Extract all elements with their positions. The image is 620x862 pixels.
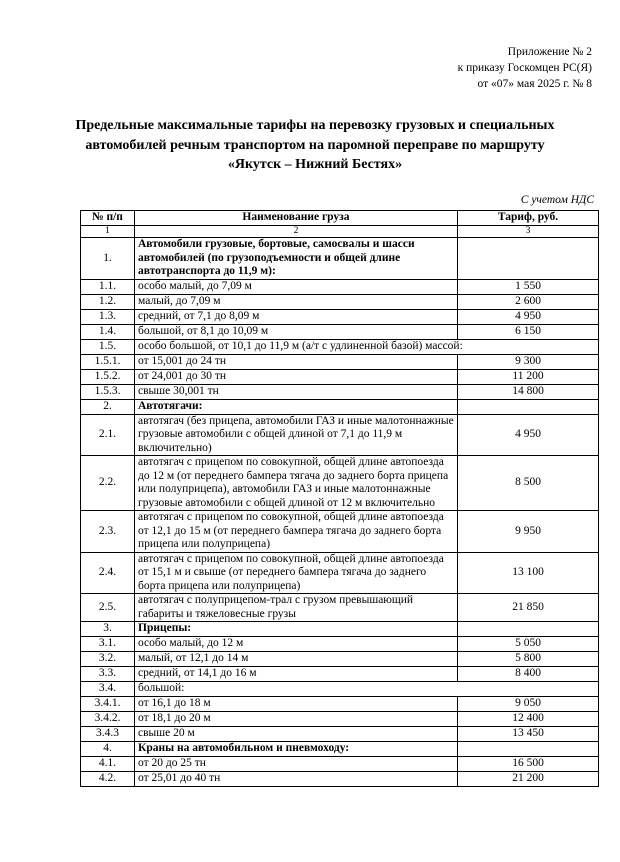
row-number: 1.5.2. [81, 369, 135, 384]
cargo-name: средний, от 14,1 до 16 м [135, 667, 458, 682]
table-row [81, 757, 599, 772]
row-number: 1. [81, 238, 135, 280]
table-row [81, 552, 599, 594]
table-row [81, 652, 599, 667]
vat-note: С учетом НДС [520, 194, 594, 206]
title-line-3: «Якутск – Нижний Бестях» [227, 157, 403, 172]
row-number: 2.3. [81, 511, 135, 553]
row-number: 3.3. [81, 667, 135, 682]
cargo-name: автотягач с прицепом по совокупной, общей длине автопоезда от 15,1 м и свыше (от переднего бампера тягача до заднего борта прицепа или полуприцепа) [135, 552, 458, 594]
table-header-row [81, 211, 599, 226]
table-row [81, 384, 599, 399]
table-row [81, 279, 599, 294]
table-row [81, 324, 599, 339]
tariff-value: 8 500 [458, 456, 599, 511]
row-number: 3.4.3 [81, 727, 135, 742]
row-number: 1.2. [81, 294, 135, 309]
table-row [81, 682, 599, 697]
cargo-name: автотягач с прицепом по совокупной, общей длине автопоезда до 12 м (от переднего бампера тягача до заднего борта прицепа или полуприцепа), автомобили ГАЗ и иные малотоннажные грузовые автомобили с общей длиной от 12 м включительно [135, 456, 458, 511]
cargo-name: большой, от 8,1 до 10,09 м [135, 324, 458, 339]
tariff-value: 5 800 [458, 652, 599, 667]
document-title [60, 116, 570, 175]
cargo-name: малый, до 7,09 м [135, 294, 458, 309]
header-cargo-name: Наименование груза [135, 211, 458, 226]
cargo-name: от 16,1 до 18 м [135, 697, 458, 712]
row-number: 3.1. [81, 637, 135, 652]
tariff-value [458, 238, 599, 280]
row-number: 3. [81, 622, 135, 637]
section-row [81, 622, 599, 637]
table-row [81, 772, 599, 787]
row-number: 1.5. [81, 339, 135, 354]
cargo-name: свыше 30,001 тн [135, 384, 458, 399]
row-number: 2.5. [81, 594, 135, 622]
tariff-table [80, 210, 599, 787]
cargo-name: особо малый, до 7,09 м [135, 279, 458, 294]
row-number: 3.2. [81, 652, 135, 667]
tariff-value: 9 950 [458, 511, 599, 553]
row-number: 1.5.1. [81, 354, 135, 369]
tariff-value: 4 950 [458, 309, 599, 324]
row-number: 1.5.3. [81, 384, 135, 399]
cargo-name: от 24,001 до 30 тн [135, 369, 458, 384]
cargo-name: Краны на автомобильном и пневмоходу: [135, 742, 458, 757]
cargo-name: Прицепы: [135, 622, 458, 637]
table-row [81, 456, 599, 511]
tariff-value: 9 050 [458, 697, 599, 712]
cargo-name: Автотягачи: [135, 399, 458, 414]
appendix-line-3: от «07» мая 2025 г. № 8 [477, 78, 592, 90]
tariff-value: 14 800 [458, 384, 599, 399]
table-row [81, 594, 599, 622]
cargo-name: от 18,1 до 20 м [135, 712, 458, 727]
cargo-name: от 25,01 до 40 тн [135, 772, 458, 787]
table-row [81, 697, 599, 712]
row-number: 4.2. [81, 772, 135, 787]
table-row [81, 414, 599, 456]
tariff-value: 2 600 [458, 294, 599, 309]
tariff-value: 1 550 [458, 279, 599, 294]
table-row [81, 637, 599, 652]
tariff-value: 21 200 [458, 772, 599, 787]
section-row [81, 742, 599, 757]
header-number: № п/п [81, 211, 135, 226]
table-row [81, 667, 599, 682]
row-number: 1.4. [81, 324, 135, 339]
table-row [81, 339, 599, 354]
table-row [81, 727, 599, 742]
tariff-value: 8 400 [458, 667, 599, 682]
tariff-value: 13 450 [458, 727, 599, 742]
cargo-name: от 15,001 до 24 тн [135, 354, 458, 369]
row-number: 1.3. [81, 309, 135, 324]
tariff-value [458, 399, 599, 414]
cargo-name: от 20 до 25 тн [135, 757, 458, 772]
row-number: 3.4. [81, 682, 135, 697]
tariff-value [458, 622, 599, 637]
row-number: 3.4.2. [81, 712, 135, 727]
row-number: 3.4.1. [81, 697, 135, 712]
row-number: 4. [81, 742, 135, 757]
cargo-name: особо малый, до 12 м [135, 637, 458, 652]
cargo-name: средний, от 7,1 до 8,09 м [135, 309, 458, 324]
tariff-value: 21 850 [458, 594, 599, 622]
cargo-name: большой: [135, 682, 599, 697]
cargo-name: автотягач с прицепом по совокупной, общей длине автопоезда от 12,1 до 15 м (от переднего бампера тягача до заднего борта прицепа или полуприцепа) [135, 511, 458, 553]
tariff-value [458, 742, 599, 757]
cargo-name: Автомобили грузовые, бортовые, самосвалы и шасси автомобилей (по грузоподъемности и общей длине автотранспорта до 11,9 м): [135, 238, 458, 280]
tariff-value: 6 150 [458, 324, 599, 339]
row-number: 2.4. [81, 552, 135, 594]
cargo-name: малый, от 12,1 до 14 м [135, 652, 458, 667]
appendix-block [458, 44, 592, 92]
table-row [81, 712, 599, 727]
row-number: 1.1. [81, 279, 135, 294]
section-row [81, 399, 599, 414]
tariff-value: 5 050 [458, 637, 599, 652]
section-row [81, 238, 599, 280]
table-row [81, 354, 599, 369]
tariff-value: 13 100 [458, 552, 599, 594]
cargo-name: автотягач с полуприцепом-трал с грузом превышающий габариты и тяжеловесные грузы [135, 594, 458, 622]
column-index-row [81, 226, 599, 238]
column-index: 2 [135, 226, 458, 238]
row-number: 2. [81, 399, 135, 414]
tariff-value: 9 300 [458, 354, 599, 369]
row-number: 2.1. [81, 414, 135, 456]
row-number: 2.2. [81, 456, 135, 511]
header-tariff: Тариф, руб. [458, 211, 599, 226]
tariff-value: 16 500 [458, 757, 599, 772]
table-row [81, 511, 599, 553]
column-index: 3 [458, 226, 599, 238]
cargo-name: автотягач (без прицепа, автомобили ГАЗ и иные малотоннажные грузовые автомобили с общей длиной от 7,1 до 11,9 м включительно) [135, 414, 458, 456]
appendix-line-1: Приложение № 2 [507, 46, 592, 58]
cargo-name: свыше 20 м [135, 727, 458, 742]
title-line-2: автомобилей речным транспортом на паромной переправе по маршруту [85, 137, 545, 153]
table-row [81, 294, 599, 309]
column-index: 1 [81, 226, 135, 238]
tariff-value: 4 950 [458, 414, 599, 456]
table-row [81, 309, 599, 324]
appendix-line-2: к приказу Госкомцен РС(Я) [457, 62, 592, 74]
title-line-1: Предельные максимальные тарифы на перевозку грузовых и специальных [75, 118, 555, 133]
cargo-name: особо большой, от 10,1 до 11,9 м (а/т с удлиненной базой) массой: [135, 339, 599, 354]
row-number: 4.1. [81, 757, 135, 772]
tariff-value: 11 200 [458, 369, 599, 384]
tariff-value: 12 400 [458, 712, 599, 727]
table-row [81, 369, 599, 384]
